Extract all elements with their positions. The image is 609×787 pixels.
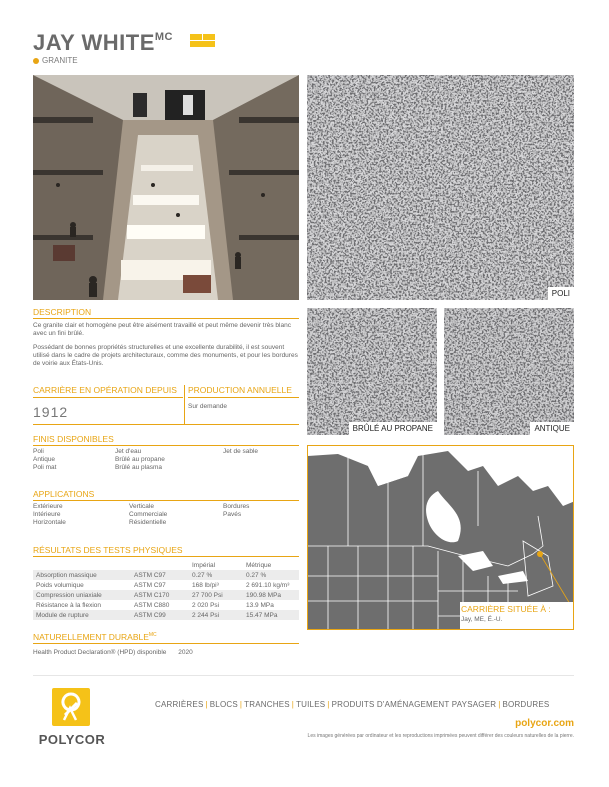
test-name: Compression uniaxiale <box>33 590 131 600</box>
test-name: Absorption massique <box>33 570 131 580</box>
product-title: JAY $WHITE^{MC}$ <box>33 30 173 55</box>
application-horizontale: Horizontale <box>33 519 66 526</box>
finish-jet-eau: Jet d'eau <box>115 448 142 455</box>
description-heading: DESCRIPTION <box>33 307 299 319</box>
tests-section <box>33 545 299 620</box>
test-standard: ASTM C97 <box>134 581 166 589</box>
test-imperial: 2 244 Psi <box>189 610 243 620</box>
applications-heading: APPLICATIONS <box>33 489 299 501</box>
quebec-flag-icon <box>190 34 215 47</box>
application-bordures: Bordures <box>223 503 250 510</box>
hpd-label: Health Product Declaration® (HPD) disponible <box>33 649 167 656</box>
map-caption-heading: CARRIÈRE SITUÉE À : <box>461 604 551 614</box>
application-exterieure: Extérieure <box>33 503 63 510</box>
production-divider <box>184 385 185 425</box>
finishes-heading: FINIS DISPONIBLES <box>33 434 299 446</box>
quarry-location-map <box>307 445 574 630</box>
test-imperial: 168 lb/pi³ <box>192 581 219 589</box>
finishes-section <box>33 434 299 476</box>
finish-poli-mat: Poli mat <box>33 464 57 471</box>
metric-header: Métrique <box>246 561 272 569</box>
footer-link-carrieres[interactable]: CARRIÈRES <box>155 700 204 709</box>
test-standard: ASTM C170 <box>131 590 189 600</box>
quarry-since-section <box>33 385 183 420</box>
granite-sample-brule <box>307 308 437 435</box>
polycor-logo-icon <box>52 688 90 726</box>
footer-link-tuiles[interactable]: TUILES <box>296 700 326 709</box>
description-section <box>33 307 299 368</box>
quarry-bottom-rule <box>33 424 299 425</box>
finish-jet-sable: Jet de sable <box>223 448 259 455</box>
disclaimer: Les images générées par ordinateur et les reproductions imprimées peuvent différer des couleurs naturelles de la pierre. <box>307 733 574 739</box>
application-verticale: Verticale <box>129 503 154 510</box>
application-residentielle: Résidentielle <box>129 519 167 526</box>
test-metric: 13.9 MPa <box>246 601 274 609</box>
footer-link-tranches[interactable]: TRANCHES <box>244 700 290 709</box>
durable-section <box>33 632 299 657</box>
table-row <box>33 580 299 590</box>
test-standard: ASTM C97 <box>131 570 189 580</box>
test-name: Poids volumique <box>36 581 84 589</box>
test-metric: 15.47 MPa <box>243 610 299 620</box>
description-paragraph-2: Possédant de bonnes propriétés structurelles et une excellente durabilité, il est souvent utilisé dans le cadre de projets architecturaux, comme des monuments, et pour les bordures de voirie aux États-Unis. <box>33 344 298 367</box>
tests-heading: RÉSULTATS DES TESTS PHYSIQUES <box>33 545 299 557</box>
footer-links: CARRIÈRES | BLOCS | TRANCHES | TUILES | PRODUITS D'AMÉNAGEMENT PAYSAGER | BORDURES <box>155 700 550 709</box>
imperial-header: Impérial <box>192 561 216 569</box>
quarry-since-heading: CARRIÈRE EN OPÉRATION DEPUIS <box>33 385 183 398</box>
test-metric: 2 691.10 kg/m³ <box>246 581 290 589</box>
map-caption-value: Jay, ME, É.-U. <box>461 616 503 623</box>
finish-label-brule: BRÛLÉ AU PROPANE <box>349 422 437 435</box>
finish-label-poli: POLI <box>548 287 574 300</box>
application-paves: Pavés <box>223 511 242 518</box>
test-imperial: 27 700 Psi <box>189 590 243 600</box>
granite-sample-poli <box>307 75 574 300</box>
production-value: Sur demande <box>188 403 228 410</box>
test-metric: 190.98 MPa <box>243 590 299 600</box>
footer-divider <box>33 675 574 676</box>
stone-type: GRANITE <box>33 56 78 65</box>
application-commerciale: Commerciale <box>129 511 168 518</box>
footer-link-blocs[interactable]: BLOCS <box>209 700 238 709</box>
table-row <box>33 600 299 610</box>
applications-section <box>33 489 299 531</box>
test-name: Module de rupture <box>33 610 131 620</box>
hpd-year: 2020 <box>178 649 193 656</box>
table-row <box>33 590 299 600</box>
test-imperial: 0.27 % <box>189 570 243 580</box>
test-metric: 0.27 % <box>243 570 299 580</box>
finish-label-antique: ANTIQUE <box>530 422 574 435</box>
polycor-logo <box>52 688 90 726</box>
granite-sample-antique <box>444 308 574 435</box>
tests-header-row <box>33 560 299 570</box>
tests-table <box>33 560 299 620</box>
durable-heading: NATURELLEMENT $DURABLE^{MC}$ <box>33 632 299 644</box>
website-link[interactable]: polycor.com <box>515 718 574 729</box>
finish-brule-plasma: Brûlé au plasma <box>115 464 162 471</box>
table-row <box>33 610 299 620</box>
finish-antique: Antique <box>33 456 56 463</box>
finish-brule-propane: Brûlé au propane <box>115 456 165 463</box>
footer-link-bordures[interactable]: BORDURES <box>502 700 550 709</box>
brand-name: POLYCOR <box>38 732 106 747</box>
test-standard: ASTM C880 <box>134 601 170 609</box>
quarry-since-value: 1912 <box>33 404 69 420</box>
footer-link-amenagement[interactable]: PRODUITS D'AMÉNAGEMENT PAYSAGER <box>331 700 497 709</box>
test-imperial: 2 020 Psi <box>192 601 220 609</box>
table-row <box>33 570 299 580</box>
finish-poli: Poli <box>33 448 44 455</box>
test-name: Résistance à la flexion <box>36 601 102 609</box>
production-section <box>188 385 299 411</box>
bullet-icon <box>33 58 39 64</box>
application-photo <box>33 75 299 300</box>
description-paragraph-1: Ce granite clair et homogène peut être aisément travaillé et peut même devenir très blanc avec un fini brûlé. <box>33 322 291 337</box>
production-heading: PRODUCTION ANNUELLE <box>188 385 299 398</box>
application-interieure: Intérieure <box>33 511 61 518</box>
test-standard: ASTM C99 <box>131 610 189 620</box>
